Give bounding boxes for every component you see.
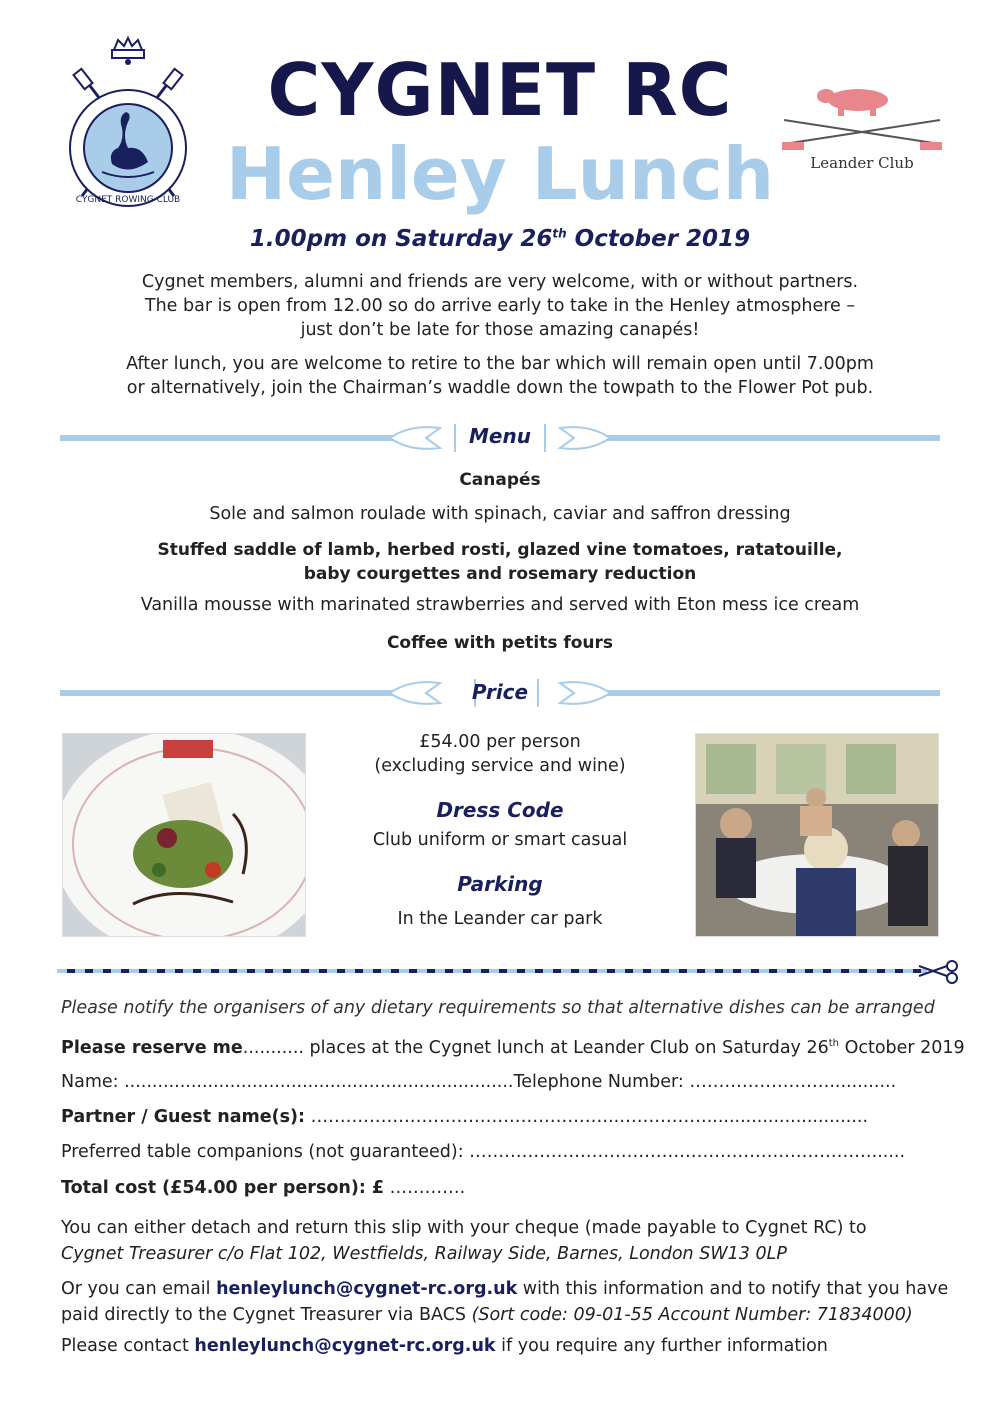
reserve-line: [61, 1038, 965, 1058]
detach-instructions: [61, 1215, 941, 1267]
event-title: Henley Lunch: [225, 132, 775, 216]
bacs-details: (Sort code: 09-01-55 Account Number: 71834000): [471, 1305, 913, 1325]
menu-main: [100, 538, 900, 586]
telephone-field[interactable]: Telephone Number: ……………………............: [513, 1072, 897, 1092]
price-note: (excluding service and wine): [374, 756, 626, 776]
reserve-text-pre: places at the Cygnet lunch at Leander Club on Saturday 26: [303, 1038, 829, 1058]
email-instructions: [61, 1276, 949, 1328]
reserve-field[interactable]: ...........: [242, 1038, 304, 1058]
email-link[interactable]: henleylunch@cygnet-rc.org.uk: [216, 1279, 518, 1299]
dress-code-text: Club uniform or smart casual: [372, 830, 628, 850]
total-field[interactable]: ………….: [384, 1178, 466, 1198]
menu-coffee: Coffee with petits fours: [386, 633, 614, 653]
price-block: [330, 730, 670, 778]
email-pre: Or you can email: [61, 1279, 217, 1299]
date-suffix: October 2019: [566, 226, 751, 252]
partner-line: [61, 1107, 941, 1127]
total-line: [61, 1178, 941, 1198]
crest-text: CYGNET ROWING CLUB: [75, 195, 181, 205]
intro-line: The bar is open from 12.00 so do arrive early to take in the Henley atmosphere –: [144, 296, 856, 316]
menu-canapes: Canapés: [459, 470, 541, 490]
contact-line: [61, 1336, 941, 1356]
cut-line: [57, 960, 962, 986]
email-post: with this information and to notify that you have: [517, 1279, 949, 1299]
date-prefix: 1.00pm on Saturday 26: [249, 226, 553, 252]
parking-text: In the Leander car park: [397, 909, 603, 929]
reserve-text-post: October 2019: [839, 1038, 965, 1058]
leander-logo-text: Leander Club: [810, 154, 914, 170]
price-amount: £54.00 per person: [419, 732, 581, 752]
contact-post: if you require any further information: [495, 1336, 828, 1356]
intro-line: Cygnet members, alumni and friends are very welcome, with or without partners.: [141, 272, 859, 292]
reserve-label: Please reserve me: [61, 1038, 243, 1058]
name-field[interactable]: Name: ......................................................................: [61, 1072, 514, 1092]
menu-starter: Sole and salmon roulade with spinach, caviar and saffron dressing: [209, 504, 791, 524]
event-date: [0, 226, 1000, 252]
menu-main-line: baby courgettes and rosemary reduction: [303, 564, 697, 584]
partner-label: Partner / Guest name(s):: [61, 1107, 306, 1127]
partner-field[interactable]: ……………………………………………..…………….............................: [305, 1107, 869, 1127]
dining-photo: [695, 733, 939, 937]
intro-line: just don’t be late for those amazing canapés!: [300, 320, 700, 340]
contact-email-link[interactable]: henleylunch@cygnet-rc.org.uk: [194, 1336, 496, 1356]
reserve-sup: th: [828, 1038, 839, 1050]
companions-field[interactable]: Preferred table companions (not guaranteed): ……………………………………………………………......: [61, 1142, 906, 1162]
dress-code-heading: Dress Code: [436, 798, 564, 822]
intro-line: or alternatively, join the Chairman’s waddle down the towpath to the Flower Pot pub.: [126, 378, 874, 398]
date-sup: th: [552, 226, 567, 241]
club-title: CYGNET RC: [267, 48, 733, 132]
price-heading: Price: [471, 680, 529, 704]
dietary-note: Please notify the organisers of any dietary requirements so that alternative dishes can be arranged: [61, 998, 935, 1018]
menu-main-line: Stuffed saddle of lamb, herbed rosti, glazed vine tomatoes, ratatouille,: [157, 540, 843, 560]
total-label: Total cost (£54.00 per person): £: [61, 1178, 385, 1198]
contact-pre: Please contact: [61, 1336, 195, 1356]
parking-heading: Parking: [457, 872, 543, 896]
treasurer-address: Cygnet Treasurer c/o Flat 102, Westfields, Railway Side, Barnes, London SW13 0LP: [61, 1244, 787, 1264]
detach-line: You can either detach and return this slip with your cheque (made payable to Cygnet RC) to: [61, 1218, 867, 1238]
food-photo: [62, 733, 306, 937]
intro-line: After lunch, you are welcome to retire to the bar which will remain open until 7.00pm: [126, 354, 874, 374]
intro-paragraph-1: [80, 270, 920, 342]
name-line: [61, 1072, 941, 1092]
bacs-pre: paid directly to the Cygnet Treasurer via BACS: [61, 1305, 472, 1325]
intro-paragraph-2: [80, 352, 920, 400]
menu-heading: Menu: [469, 424, 531, 448]
menu-dessert: Vanilla mousse with marinated strawberries and served with Eton mess ice cream: [140, 595, 860, 615]
